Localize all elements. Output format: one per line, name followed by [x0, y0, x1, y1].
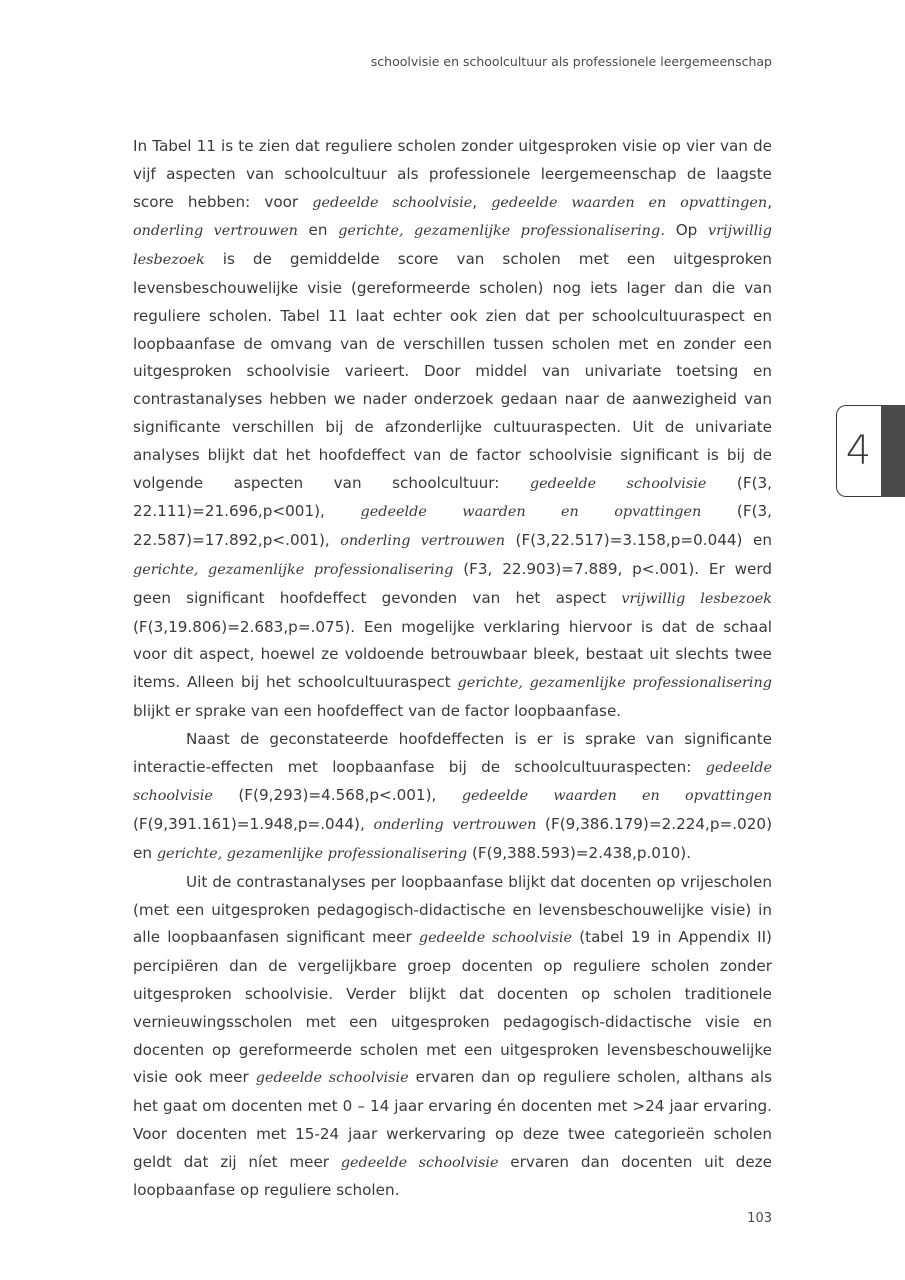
chapter-number: 4 [845, 428, 872, 474]
italic-term: gerichte, gezamenlijke professionalisering [133, 561, 454, 578]
text-run: (F3, 22.903)=7.889, p<.001). Er werd geen significant hoofdeffect gevonden van het aspect [133, 559, 772, 607]
text-run: In Tabel 11 is te zien dat reguliere scholen zonder uitgesproken visie op vier van de vijf aspecten van schoolcultuur als professionele leergemeenschap de laagste score hebben: voor [133, 137, 772, 211]
text-run: . Op [660, 221, 708, 240]
chapter-tab [836, 405, 905, 497]
page-number: 103 [747, 1211, 772, 1226]
italic-term: onderling vertrouwen [373, 817, 537, 834]
italic-term: gerichte, gezamenlijke professionalisering [338, 223, 661, 240]
text-run: (F(3,19.806)=2.683,p=.075). Een mogelijke verklaring hiervoor is dat de schaal voor dit aspect, hoewel ze voldoende betrouwbaar bleek, bestaat uit slechts twee items. Alleen bij het schoolcultuuraspect [133, 617, 772, 692]
italic-term: vrijwillig lesbezoek [621, 590, 772, 607]
italic-term: gedeelde waarden en opvattingen [491, 194, 768, 211]
text-run: (F(9,386.179)=2.224,p=.020) en [133, 815, 772, 862]
italic-term: gedeelde schoolvisie [255, 1070, 409, 1087]
paragraph-1 [133, 133, 772, 726]
italic-term: gedeelde schoolvisie [133, 759, 772, 805]
paragraph-2 [133, 726, 772, 869]
italic-term: gedeelde waarden en opvattingen [360, 504, 702, 521]
italic-term: gedeelde schoolvisie [418, 930, 573, 947]
italic-term: gedeelde schoolvisie [529, 475, 707, 492]
paragraph-3 [133, 869, 772, 1206]
text-run: Naast de geconstateerde hoofdeffecten is er is sprake van significante interactie-effecten met loopbaanfase bij de schoolcultuuraspecten: [133, 729, 772, 776]
italic-term: onderling vertrouwen [133, 223, 298, 240]
running-head: schoolvisie en schoolcultuur als professionele leergemeenschap [370, 54, 772, 69]
chapter-tab-bar [881, 405, 905, 497]
text-run: ervaren dan docenten uit deze loopbaanfase op reguliere scholen. [133, 1152, 772, 1200]
text-run: , [767, 192, 773, 211]
text-run: is de gemiddelde score van scholen met een uitgesproken levensbeschouwelijke visie (gereformeerde scholen) nog iets lager dan die van reguliere scholen. Tabel 11 laat echter ook zien dat per schoolcultuuraspect en loopbaanfase de omvang van de verschillen tussen scholen met en zonder een uitgesproken schoolvisie varieert. Door middel van univariate toetsing en contrastanalyses hebben we nader onderzoek gedaan naar de aanwezigheid van significante verschillen bij de afzonderlijke cultuuraspecten. Uit de univariate analyses blijkt dat het hoofdeffect van de factor schoolvisie significant is bij de volgende aspecten van schoolcultuur: [133, 250, 772, 492]
italic-term: gerichte, gezamenlijke professionalisering [457, 675, 772, 692]
italic-term: vrijwillig lesbezoek [133, 223, 772, 269]
text-run: (F(9,391.161)=1.948,p=.044), [133, 815, 374, 834]
italic-term: gerichte, gezamenlijke professionalisering [156, 845, 468, 862]
text-run: (F(3, 22.111)=21.696,p<001), [133, 473, 773, 521]
text-run: (F(9,293)=4.568,p<.001), [212, 786, 462, 805]
italic-term: gedeelde schoolvisie [312, 194, 473, 211]
text-run: (F(9,388.593)=2.438,p.010). [467, 843, 692, 862]
text-run: ervaren dan op reguliere scholen, althans als het gaat om docenten met 0 – 14 jaar ervaring én docenten met >24 jaar ervaring. Voor docenten met 15-24 jaar werkervaring op deze twee categorieën scholen geldt dat zij níet meer [133, 1068, 772, 1171]
italic-term: onderling vertrouwen [340, 533, 505, 550]
text-run: (F(3,22.517)=3.158,p=0.044) en [505, 531, 772, 550]
italic-term: gedeelde waarden en opvattingen [461, 788, 772, 805]
body-text [133, 133, 772, 1205]
text-run: en [297, 221, 339, 240]
text-run: Uit de contrastanalyses per loopbaanfase blijkt dat docenten op vrijescholen (met een uitgesproken pedagogisch-didactische en levensbeschouwelijke visie) in alle loopbaanfasen significant meer [133, 872, 772, 947]
text-run: (F(3, 22.587)=17.892,p<.001), [133, 502, 773, 550]
text-run: blijkt er sprake van een hoofdeffect van de factor loopbaanfase. [133, 701, 622, 720]
text-run: (tabel 19 in Appendix II) percipiëren dan de vergelijkbare groep docenten op reguliere scholen zonder uitgesproken schoolvisie. Verder blijkt dat docenten op scholen traditionele vernieuwingsscholen met een uitgesproken pedagogisch-didactische visie en docenten op gereformeerde scholen met een uitgesproken levensbeschouwelijke visie ook meer [133, 928, 772, 1087]
italic-term: gedeelde schoolvisie [340, 1154, 499, 1171]
text-run: , [472, 192, 492, 211]
